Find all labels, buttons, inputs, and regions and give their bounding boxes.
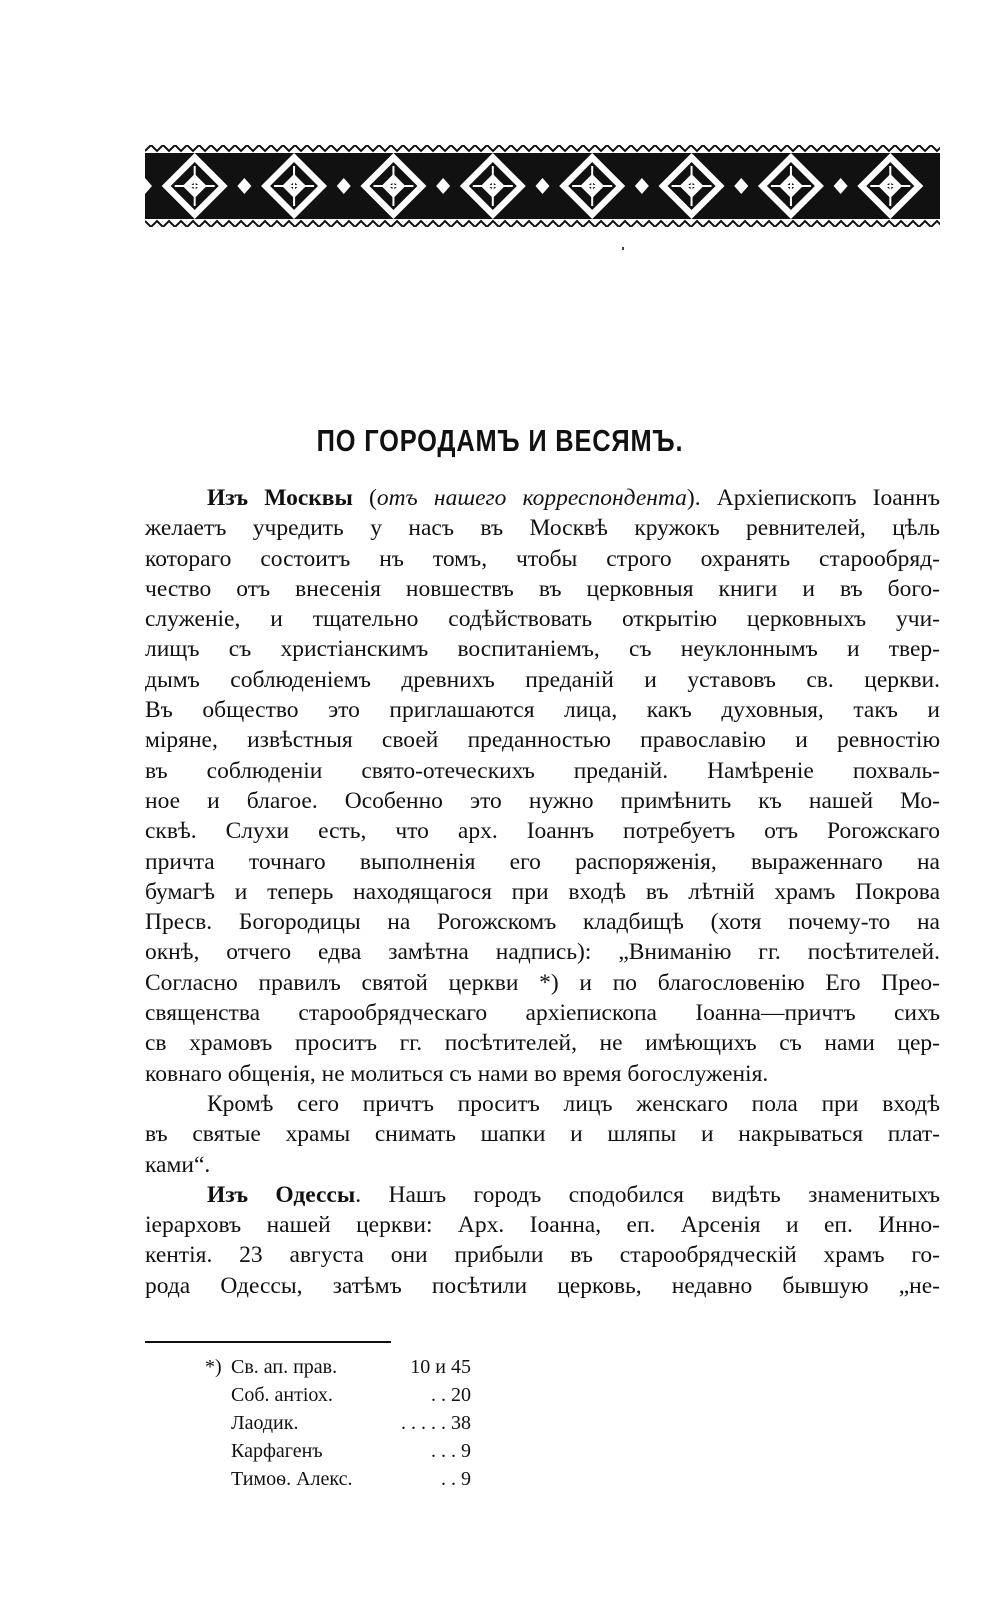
text-run: лищъ съ христіанскимъ воспитаніемъ, съ неуклоннымъ и твер- [145,636,940,663]
text-run: причта точнаго выполненія его распоряженія, выраженнаго на [145,848,940,875]
text-run: ). Архіепископъ Іоаннъ [686,485,940,511]
text-run: міряне, извѣстныя своей преданностью православію и ревностію [145,727,940,754]
text-line [145,1028,940,1058]
text-run: котораго состоитъ нъ томъ, чтобы строго охранять старообряд- [145,545,940,572]
text-line [145,1180,940,1210]
text-line [145,1089,940,1119]
text-run: кентія. 23 августа они прибыли въ старообрядческій храмъ го- [145,1242,940,1269]
text-line [145,1119,940,1149]
text-line [145,1271,940,1301]
text-run: ное и благое. Особенно это нужно примѣнить къ нашей Мо- [145,787,940,814]
footnote-value: 10 и 45 [410,1356,471,1378]
text-run: въ святые храмы снимать шапки и шляпы и накрываться плат- [145,1121,940,1148]
text-line [145,1240,940,1270]
text-run: дымъ соблюденіемъ древнихъ преданій и уставовъ св. церкви. [145,666,940,693]
text-run: рода Одессы, затѣмъ посѣтили церковь, недавно бывшую „не- [145,1272,940,1299]
text-line [145,847,940,877]
text-line [145,544,940,574]
text-run: Въ общество это приглашаются лица, какъ духовныя, такъ и [145,697,940,724]
article-body [145,483,940,1301]
footnote-value: . . 20 [431,1384,471,1406]
text-run: окнѣ, отчего едва замѣтна надпись): „Вниманію гг. посѣтителей. [145,939,940,966]
text-line [145,877,940,907]
text-line [145,725,940,755]
text-line [145,786,940,816]
text-line [145,937,940,967]
text-line [145,756,940,786]
header-ornament [145,145,940,227]
text-run: въ соблюденіи свято-отеческихъ преданій. Намѣреніе похваль- [145,757,940,784]
footnote-mark: *) [205,1356,222,1378]
footnote [205,1353,471,1493]
footnote-separator [145,1341,391,1343]
text-run: бумагѣ и теперь находящагося при входѣ въ лѣтній храмъ Покрова [145,878,940,905]
footnote-value: . . . . . 38 [401,1412,471,1434]
text-run: сквѣ. Слухи есть, что арх. Іоаннъ потребуетъ отъ Рогожскаго [145,818,940,845]
footnote-value: . . . 9 [431,1440,471,1462]
text-run: іерарховъ нашей церкви: Арх. Іоанна, еп. Арсенія и еп. Инно- [145,1212,940,1239]
footnote-label: Карфагенъ [231,1440,323,1462]
italic-text: отъ нашего корреспондента [376,485,687,511]
text-line [145,998,940,1028]
text-run: желаетъ учредить у насъ въ Москвѣ кружокъ ревнителей, цѣль [145,515,940,542]
ornament-border-bottom [145,221,940,227]
text-run: Пресв. Богородицы на Рогожскомъ кладбищѣ (хотя почему-то на [145,909,940,936]
footnote-row [205,1409,471,1437]
footnote-label: Тимоѳ. Алекс. [231,1468,353,1490]
text-line [145,695,940,725]
footnote-label: Лаодик. [231,1412,299,1434]
section-heading: Изъ Москвы [207,485,353,511]
section-heading: Изъ Одессы [207,1181,356,1208]
page-title: ПО ГОРОДАМЪ И ВЕСЯМЪ. [316,423,684,458]
footnote-value: . . 9 [441,1468,471,1490]
text-run: ками“. [145,1151,211,1178]
text-line [145,665,940,695]
text-line [145,968,940,998]
text-line [145,1210,940,1240]
text-line [145,513,940,543]
text-line [145,604,940,634]
text-run: ковнаго общенія, не молиться съ нами во время богослуженія. [145,1060,769,1087]
text-run: Согласно правилъ святой церкви *) и по благословенію Его Прео- [145,969,940,996]
text-line [145,1150,940,1180]
text-run: чество отъ внесенія новшествъ въ церковныя книги и въ бого- [145,575,940,602]
footnote-label: Св. ап. прав. [231,1356,338,1378]
text-run: Кромѣ сего причтъ проситъ лицъ женскаго пола при входѣ [207,1090,940,1117]
ornament-border-top [145,145,940,151]
text-line [145,1059,940,1089]
text-run: . Нашъ городъ сподобился видѣть знаменитыхъ [355,1181,940,1208]
text-line [145,483,940,513]
footnote-row [205,1381,471,1409]
text-line [145,907,940,937]
footnote-row [205,1465,471,1493]
text-line [145,574,940,604]
footnote-row [205,1353,471,1381]
text-run: ( [352,485,377,511]
footnote-label: Соб. антіох. [231,1384,333,1406]
text-run: св храмовъ проситъ гг. посѣтителей, не имѣющихъ съ нами цер- [145,1030,940,1057]
print-speck [622,247,624,250]
text-run: священства старообрядческаго архіепископа Іоанна—причтъ сихъ [145,1000,940,1027]
text-line [145,816,940,846]
text-run: служеніе, и тщательно содѣйствовать открытію церковныхъ учи- [145,606,940,633]
text-line [145,634,940,664]
footnote-row [205,1437,471,1465]
